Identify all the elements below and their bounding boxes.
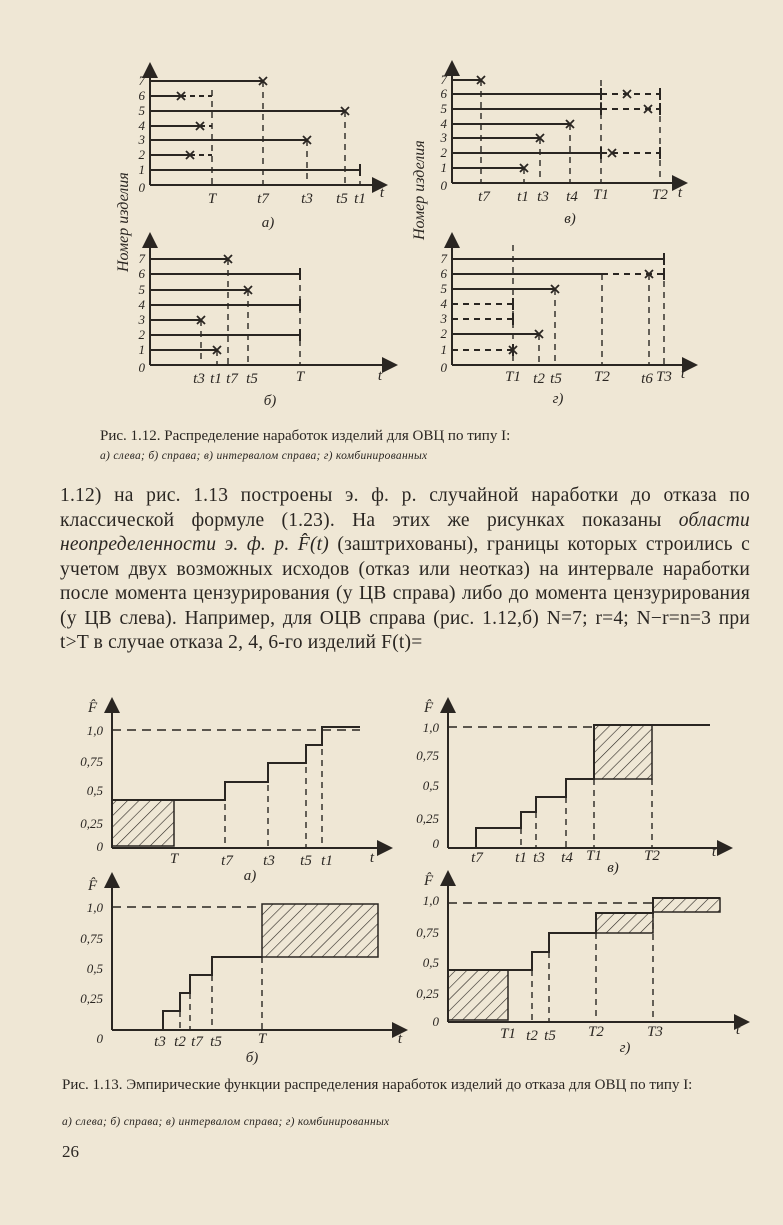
fig13-b-ytick: 0,25	[80, 991, 103, 1006]
svg-text:1: 1	[440, 160, 447, 175]
fig12-v-label: в)	[564, 211, 576, 227]
fig13-a-tick: T	[169, 851, 179, 867]
svg-text:2: 2	[440, 145, 447, 160]
fig12-v-axis-t: t	[677, 185, 683, 201]
svg-text:1: 1	[138, 342, 145, 357]
fig13-b-ytick: 1,0	[86, 900, 103, 915]
fig12-a-tick: t3	[301, 191, 313, 207]
svg-text:4: 4	[440, 296, 447, 311]
fig12-g-tick: t2	[533, 371, 545, 387]
svg-text:2: 2	[440, 326, 447, 341]
figure-12-subcaption: а) слева; б) справа; в) интервалом справа; г) комбинированных	[100, 450, 428, 462]
fig12-a-axis-t: t	[379, 185, 385, 201]
svg-text:3: 3	[440, 311, 447, 326]
fig12-b-axis-t: t	[377, 368, 383, 384]
body-text-1: 1.12) на рис. 1.13 построены э. ф. р. случайной наработки до отказа по классической формуле (1.23). На этих же рисунках показаны	[60, 485, 750, 531]
page-number: 26	[62, 1142, 79, 1161]
svg-text:5: 5	[440, 281, 447, 296]
fig12-a-label: а)	[261, 215, 275, 231]
fig13-v-label: в)	[607, 860, 619, 876]
fig12-v-tick: t1	[517, 189, 529, 205]
svg-text:4: 4	[440, 116, 447, 131]
svg-text:6: 6	[138, 266, 145, 281]
fig13-b-tick: T	[257, 1031, 267, 1047]
svg-text:4: 4	[138, 297, 145, 312]
svg-text:0: 0	[440, 360, 447, 375]
body-text-emphasis: области неопределенности э. ф. р. F̂(t)	[60, 509, 750, 555]
fig13-v-tick: t4	[561, 850, 573, 866]
fig12-y-label-left: Номер изделия	[115, 172, 132, 272]
fig12-g-tick: t5	[550, 371, 562, 387]
fig13-v-tick: T2	[644, 848, 660, 864]
fig13-g-ytick: 0,25	[416, 986, 439, 1001]
fig13-g-ytick: 0,5	[422, 955, 439, 970]
fig13-v-ytick: 0,5	[422, 778, 439, 793]
fig13-b-tick: t2	[174, 1034, 186, 1050]
fig13-a-ytick: 1,0	[86, 723, 103, 738]
fig13-v-y-label: F̂	[424, 700, 434, 716]
figure-13-caption: Рис. 1.13. Эмпирические функции распределения наработок изделий до отказа для ОВЦ по типу I:	[62, 1077, 693, 1093]
fig12-b-tick: t1	[210, 371, 222, 387]
svg-text:4: 4	[138, 118, 145, 133]
svg-text:7: 7	[440, 251, 447, 266]
svg-text:7: 7	[440, 72, 447, 87]
figure-13-subcaption: а) слева; б) справа; в) интервалом справа; г) комбинированных	[62, 1116, 390, 1128]
fig13-b-ytick: 0,5	[86, 961, 103, 976]
fig12-a-tick: T	[207, 191, 217, 207]
fig13-v-tick: t3	[533, 850, 545, 866]
fig13-v-tick: t7	[471, 850, 483, 866]
svg-text:6: 6	[440, 266, 447, 281]
fig13-g-axis-t: t	[735, 1022, 741, 1038]
fig13-a-y-label: F̂	[88, 700, 98, 716]
svg-text:5: 5	[138, 103, 145, 118]
figure-12-caption: Рис. 1.12. Распределение наработок изделий для ОВЦ по типу I:	[100, 428, 511, 444]
fig12-g-tick: T3	[656, 369, 672, 385]
svg-text:0: 0	[138, 180, 145, 195]
svg-text:7: 7	[138, 73, 145, 88]
fig13-b-ytick: 0,75	[80, 931, 103, 946]
fig13-b-y-label: F̂	[88, 878, 98, 894]
fig13-v-ytick: 1,0	[422, 720, 439, 735]
fig13-a-label: а)	[243, 868, 257, 884]
fig13-b-ytick: 0	[96, 1031, 103, 1046]
svg-text:1: 1	[440, 342, 447, 357]
fig13-v-ytick: 0,75	[416, 748, 439, 763]
fig12-b-tick: t3	[193, 371, 205, 387]
fig12-v-tick: t3	[537, 189, 549, 205]
fig13-a-tick: t1	[321, 853, 333, 869]
fig13-g-label: г)	[619, 1040, 631, 1056]
fig13-g-tick: t5	[544, 1028, 556, 1044]
svg-text:3: 3	[440, 130, 447, 145]
fig12-a-tick: t7	[257, 191, 269, 207]
fig12-b-tick: t5	[246, 371, 258, 387]
fig13-g-y-label: F̂	[424, 873, 434, 889]
fig13-a-axis-t: t	[369, 850, 375, 866]
fig13-b-tick: t7	[191, 1034, 203, 1050]
svg-text:6: 6	[138, 88, 145, 103]
body-text-2: (заштрихованы), границы которых строились с учетом двух возможных исходов (отказ или неотказ) на интервале наработки после момента цензурирования (у ЦВ справа) либо до момента цензурирования (у ЦВ слева). Например, для ОЦВ справа (рис. 1.12,б) N=7; r=4; N−r=n=3 при t>T в случае отказа 2, 4, 6-го изделий F(t)=	[60, 534, 751, 653]
svg-text:7: 7	[138, 251, 145, 266]
fig13-g-tick: t2	[526, 1028, 538, 1044]
fig13-g-ytick: 1,0	[422, 893, 439, 908]
fig13-a-ytick: 0,75	[80, 754, 103, 769]
fig12-b-tick: T	[295, 369, 305, 385]
fig13-g-ytick: 0	[432, 1014, 439, 1029]
svg-text:6: 6	[440, 86, 447, 101]
fig13-b-tick: t3	[154, 1034, 166, 1050]
fig12-g-tick: t6	[641, 371, 653, 387]
fig12-v-tick: T2	[652, 187, 668, 203]
svg-text:0: 0	[440, 178, 447, 193]
fig12-v-tick: t7	[478, 189, 490, 205]
fig13-v-axis-t: t	[711, 844, 717, 860]
fig12-g-axis-t: t	[680, 366, 686, 382]
fig13-a-ytick: 0	[96, 839, 103, 854]
fig13-v-tick: T1	[586, 848, 602, 864]
fig12-g-tick: T2	[594, 369, 610, 385]
svg-text:2: 2	[138, 327, 145, 342]
fig13-a-tick: t3	[263, 853, 275, 869]
fig13-b-axis-t: t	[397, 1031, 403, 1047]
fig12-g-label: г)	[552, 391, 564, 407]
fig12-v-tick: t4	[566, 189, 578, 205]
svg-text:0: 0	[138, 360, 145, 375]
fig13-a-tick: t5	[300, 853, 312, 869]
svg-text:5: 5	[440, 101, 447, 116]
fig13-a-tick: t7	[221, 853, 233, 869]
fig12-g-tick: T1	[505, 369, 521, 385]
svg-text:5: 5	[138, 282, 145, 297]
fig13-b-tick: t5	[210, 1034, 222, 1050]
svg-text:1: 1	[138, 162, 145, 177]
svg-text:3: 3	[138, 132, 145, 147]
fig13-a-ytick: 0,5	[86, 783, 103, 798]
fig13-g-tick: T1	[500, 1026, 516, 1042]
fig13-v-ytick: 0	[432, 836, 439, 851]
fig13-v-ytick: 0,25	[416, 811, 439, 826]
fig13-a-ytick: 0,25	[80, 816, 103, 831]
svg-text:2: 2	[138, 147, 145, 162]
fig13-g-tick: T2	[588, 1024, 604, 1040]
fig12-v-tick: T1	[593, 187, 609, 203]
fig12-b-tick: t7	[226, 371, 238, 387]
fig12-a-tick: t5	[336, 191, 348, 207]
fig13-v-tick: t1	[515, 850, 527, 866]
fig13-g-ytick: 0,75	[416, 925, 439, 940]
fig13-g-tick: T3	[647, 1024, 663, 1040]
fig12-b-label: б)	[263, 393, 277, 409]
fig12-y-label-right: Номер изделия	[411, 140, 428, 240]
svg-text:3: 3	[138, 312, 145, 327]
fig13-b-label: б)	[245, 1050, 259, 1066]
fig12-a-tick: t1	[354, 191, 366, 207]
